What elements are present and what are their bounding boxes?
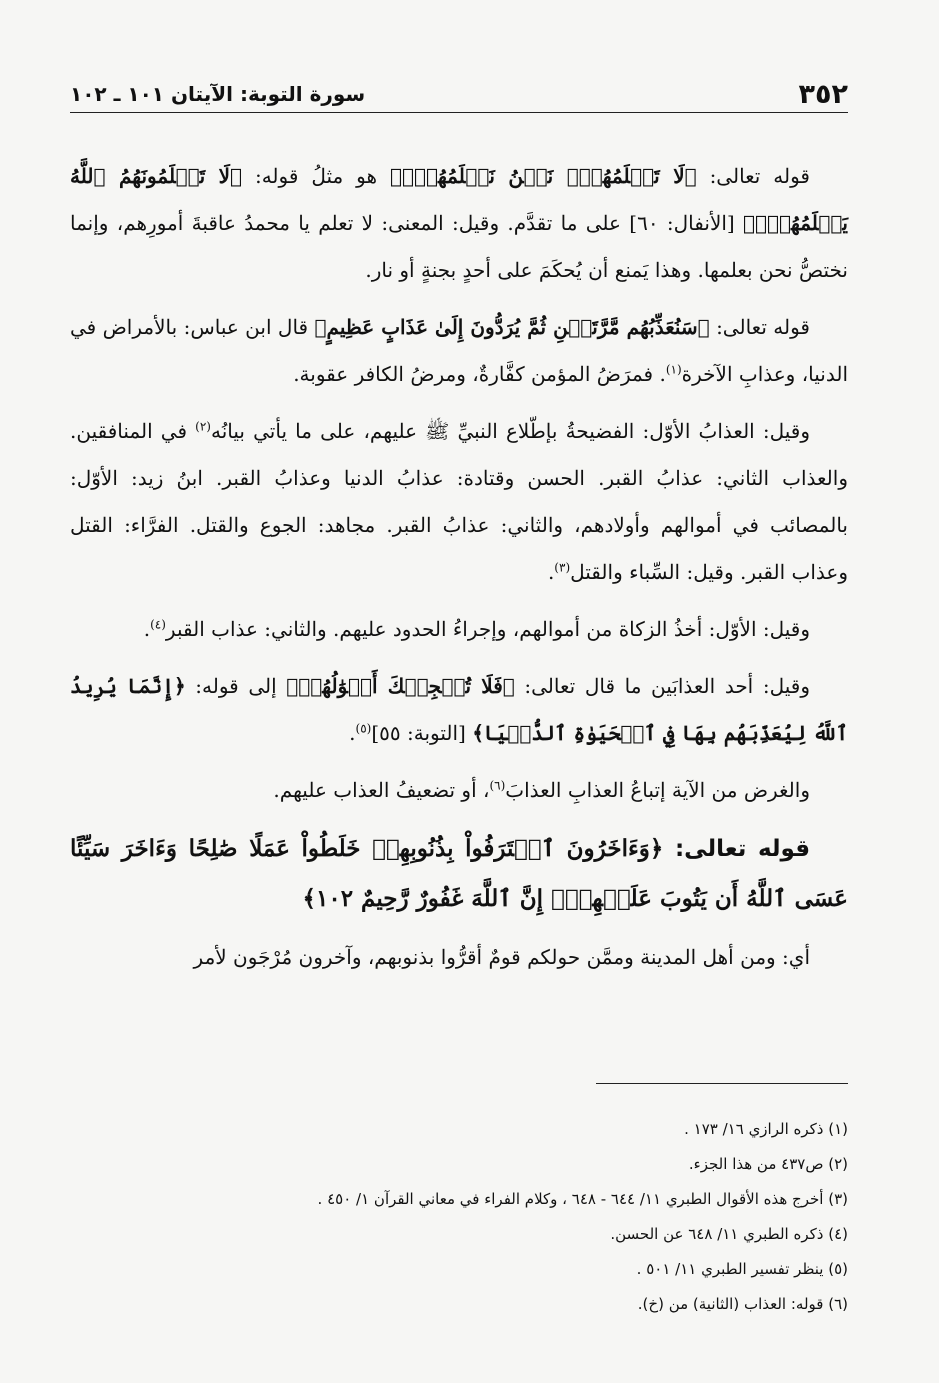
footnote-5: (٥) ينظر تفسير الطبري ١١/ ٥٠١ . [636, 1260, 848, 1278]
page-number: ٣٥٢ [798, 78, 848, 110]
quran-verse: ﴿إِنَّمَا يُرِيدُ ٱللَّهُ لِيُعَذِّبَهُم بِهَا فِي ٱلۡحَيَوٰةِ ٱلدُّنۡيَا﴾ [70, 674, 848, 745]
quran-verse: ﴿وَءَاخَرُونَ ٱعۡتَرَفُواْ بِذُنُوبِهِمۡ خَلَطُواْ عَمَلًا صَٰلِحًا وَءَاخَرَ سَيِّئًا عَسَى ٱللَّهُ أَن يَتُوبَ عَلَيۡهِمۡۚ إِنَّ ٱللَّهَ غَفُورٌ رَّحِيمٌ ١٠٢﴾ [70, 835, 848, 912]
main-text [70, 153, 848, 991]
text: والغرض من الآية إتباعُ العذابِ العذابَ [505, 778, 810, 802]
text: إلى قوله: [185, 674, 287, 698]
text: وقيل: الأوّل: أخذُ الزكاة من أموالهم، وإجراءُ الحدود عليهم. والثاني: عذاب القبر [165, 617, 810, 641]
page-header [70, 76, 848, 113]
text: وقيل: أحد العذابَين ما قال تعالى: [514, 674, 810, 698]
footnote-3: (٣) أخرج هذه الأقوال الطبري ١١/ ٦٤٤ - ٦٤٨ ، وكلام الفراء في معاني القرآن ١/ ٤٥٠ . [317, 1190, 848, 1208]
text: ، أو تضعيفُ العذاب عليهم. [273, 778, 490, 802]
footnote-1: (١) ذكره الرازي ١٦/ ١٧٣ . [684, 1120, 848, 1138]
quran-verse: ﴿لَا تَعۡلَمُهُمۡۖ نَحۡنُ نَعۡلَمُهُمۡۚ﴾ [389, 164, 697, 188]
paragraph-1 [70, 153, 848, 294]
verse-lead: قوله تعالى: [663, 836, 811, 862]
text: . [349, 721, 356, 745]
text: . فمرَضُ المؤمن كفَّارةٌ، ومرضُ الكافر عقوبة. [293, 362, 666, 386]
footnote-ref: (٦) [489, 778, 506, 793]
paragraph-3 [70, 408, 848, 596]
footnote-ref: (٣) [554, 560, 571, 575]
text: [التوبة: ٥٥] [371, 721, 473, 745]
paragraph-4 [70, 606, 848, 653]
footnote-ref: (٥) [355, 721, 372, 736]
text: هو مثلُ قوله: [242, 164, 390, 188]
text: . [143, 617, 151, 641]
text: [الأنفال: ٦٠] على ما تقدَّم. وقيل: المعنى: لا تعلم يا محمدُ عاقبةَ أمورِهم، وإنما نختصُّ نحن بعلمها. وهذا يَمنع أن يُحكَمَ على أحدٍ بجنةٍ أو نار. [70, 211, 848, 282]
footnote-ref: (٤) [150, 617, 166, 632]
quran-verse: ﴿سَنُعَذِّبُهُم مَّرَّتَيۡنِ ثُمَّ يُرَدُّونَ إِلَىٰ عَذَابٍ عَظِيمٍ﴾ [314, 315, 710, 339]
text: . [547, 560, 555, 584]
paragraph-7 [70, 824, 848, 924]
footnotes [70, 1112, 848, 1322]
text: في المنافقين. والعذاب الثاني: عذابُ القبر. الحسن وقتادة: عذابُ الدنيا وعذابُ القبر. ابنُ زيد: الأوّل: بالمصائب في أموالهم وأولادهم، والثاني: عذابُ القبر. مجاهد: الجوع والقتل. الفرَّاء: القتل وعذاب القبر. وقيل: السِّباء والقتل [70, 419, 848, 584]
text: قال ابن عباس: بالأمراض في الدنيا، وعذابِ الآخرة [70, 315, 848, 386]
footnote-separator [596, 1083, 848, 1084]
paragraph-6 [70, 767, 848, 814]
footnote-ref: (٢) [195, 419, 211, 434]
paragraph-2 [70, 304, 848, 398]
quran-verse: ﴿فَلَا تُعۡجِبۡكَ أَمۡوَٰلُهُمۡ﴾ [286, 674, 515, 698]
paragraph-5 [70, 663, 848, 757]
text: قوله تعالى: [696, 164, 810, 188]
footnote-4: (٤) ذكره الطبري ١١/ ٦٤٨ عن الحسن. [610, 1225, 848, 1243]
text: أي: ومن أهل المدينة وممَّن حولكم قومٌ أقرُّوا بذنوبهم، وآخرون مُرْجَون لأمر [193, 945, 810, 969]
quran-verse: ﴿لَا تَعۡلَمُونَهُمُ ٱللَّهُ يَعۡلَمُهُمۡۚ﴾ [70, 164, 848, 235]
paragraph-8 [70, 934, 848, 981]
text: قوله تعالى: [709, 315, 810, 339]
footnote-ref: (١) [665, 362, 682, 377]
footnote-6: (٦) قوله: العذاب (الثانية) من (خ). [637, 1295, 848, 1313]
footnote-2: (٢) ص٤٣٧ من هذا الجزء. [688, 1155, 848, 1173]
text: وقيل: العذابُ الأوّل: الفضيحةُ بإطّلاع النبيِّ ﷺ عليهم، على ما يأتي بيانُه [210, 419, 810, 443]
running-title: سورة التوبة: الآيتان ١٠١ ـ ١٠٢ [70, 82, 366, 106]
